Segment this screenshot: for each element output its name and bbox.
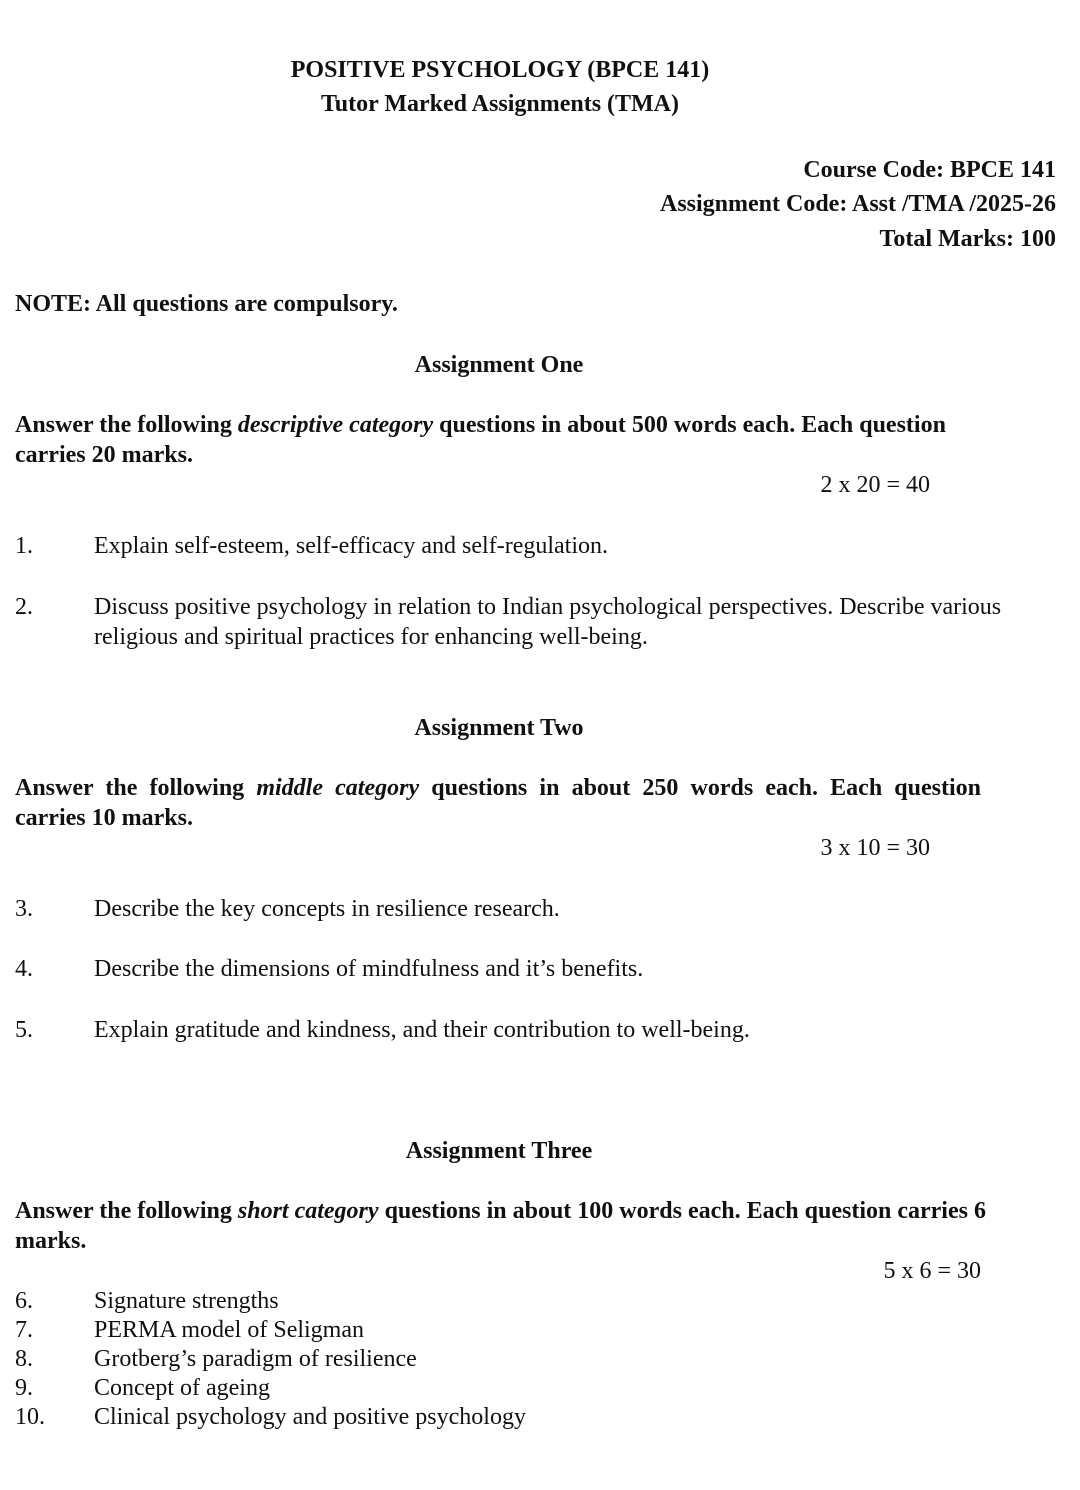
total-marks: Total Marks: 100: [879, 226, 1056, 252]
question-text: Clinical psychology and positive psychology: [94, 1404, 526, 1430]
question-number: 8.: [15, 1346, 33, 1372]
question-number: 4.: [15, 956, 33, 982]
assignment-one-heading: Assignment One: [414, 352, 584, 378]
question-text: PERMA model of Seligman: [94, 1317, 364, 1343]
list-item: [15, 1345, 526, 1374]
question-text: Describe the dimensions of mindfulness and it’s benefits.: [94, 956, 644, 982]
assignment-three-marks: 5 x 6 = 30: [883, 1258, 981, 1284]
list-item: [15, 1287, 526, 1316]
instruction-category: short category: [237, 1198, 379, 1224]
question-text: Explain gratitude and kindness, and their contribution to well-being.: [94, 1017, 750, 1043]
instruction-text: Answer the following: [15, 412, 238, 438]
assignment-three-heading: Assignment Three: [405, 1138, 593, 1164]
assignment-two-marks: 3 x 10 = 30: [820, 835, 930, 861]
question-number: 7.: [15, 1317, 33, 1343]
list-item: [15, 1403, 526, 1432]
instruction-category: middle category: [256, 775, 420, 801]
course-code: Course Code: BPCE 141: [803, 157, 1056, 183]
question-number: 5.: [15, 1017, 33, 1043]
document-title: POSITIVE PSYCHOLOGY (BPCE 141): [290, 57, 710, 83]
list-item: [15, 1374, 526, 1403]
assignment-code: Assignment Code: Asst /TMA /2025-26: [659, 191, 1056, 217]
question-number: 3.: [15, 896, 33, 922]
question-number: 2.: [15, 594, 33, 620]
assignment-two-heading: Assignment Two: [414, 715, 584, 741]
assignment-three-instruction: [15, 1196, 1005, 1256]
short-question-list: [15, 1287, 526, 1432]
question-number: 1.: [15, 533, 33, 559]
question-text: Grotberg’s paradigm of resilience: [94, 1346, 417, 1372]
instruction-text: questions in about 250 words each. Each question carries 10 marks.: [15, 775, 982, 831]
question-number: 6.: [15, 1288, 33, 1314]
question-text: Discuss positive psychology in relation to Indian psychological perspectives. Describe various religious and spiritual practices for enhancing well-being.: [94, 594, 1002, 650]
question-text: Describe the key concepts in resilience research.: [94, 896, 560, 922]
instruction-text: questions in about 100 words each. Each question carries 6 marks.: [15, 1198, 986, 1254]
question-text: Concept of ageing: [94, 1375, 270, 1401]
instruction-category: descriptive category: [237, 412, 434, 438]
instruction-text: questions in about 500 words each. Each question carries 20 marks.: [15, 412, 946, 468]
instruction-text: Answer the following: [15, 775, 257, 801]
document-subtitle: Tutor Marked Assignments (TMA): [320, 91, 680, 117]
list-item: [15, 1316, 526, 1345]
assignment-two-instruction: [15, 773, 981, 833]
instruction-text: Answer the following: [15, 1198, 238, 1224]
question-number: 10.: [15, 1404, 45, 1430]
question-number: 9.: [15, 1375, 33, 1401]
note: NOTE: All questions are compulsory.: [15, 291, 398, 317]
assignment-one-instruction: [15, 410, 955, 470]
question-text: Explain self-esteem, self-efficacy and self-regulation.: [94, 533, 608, 559]
assignment-one-marks: 2 x 20 = 40: [820, 472, 930, 498]
question-text: Signature strengths: [94, 1288, 279, 1314]
